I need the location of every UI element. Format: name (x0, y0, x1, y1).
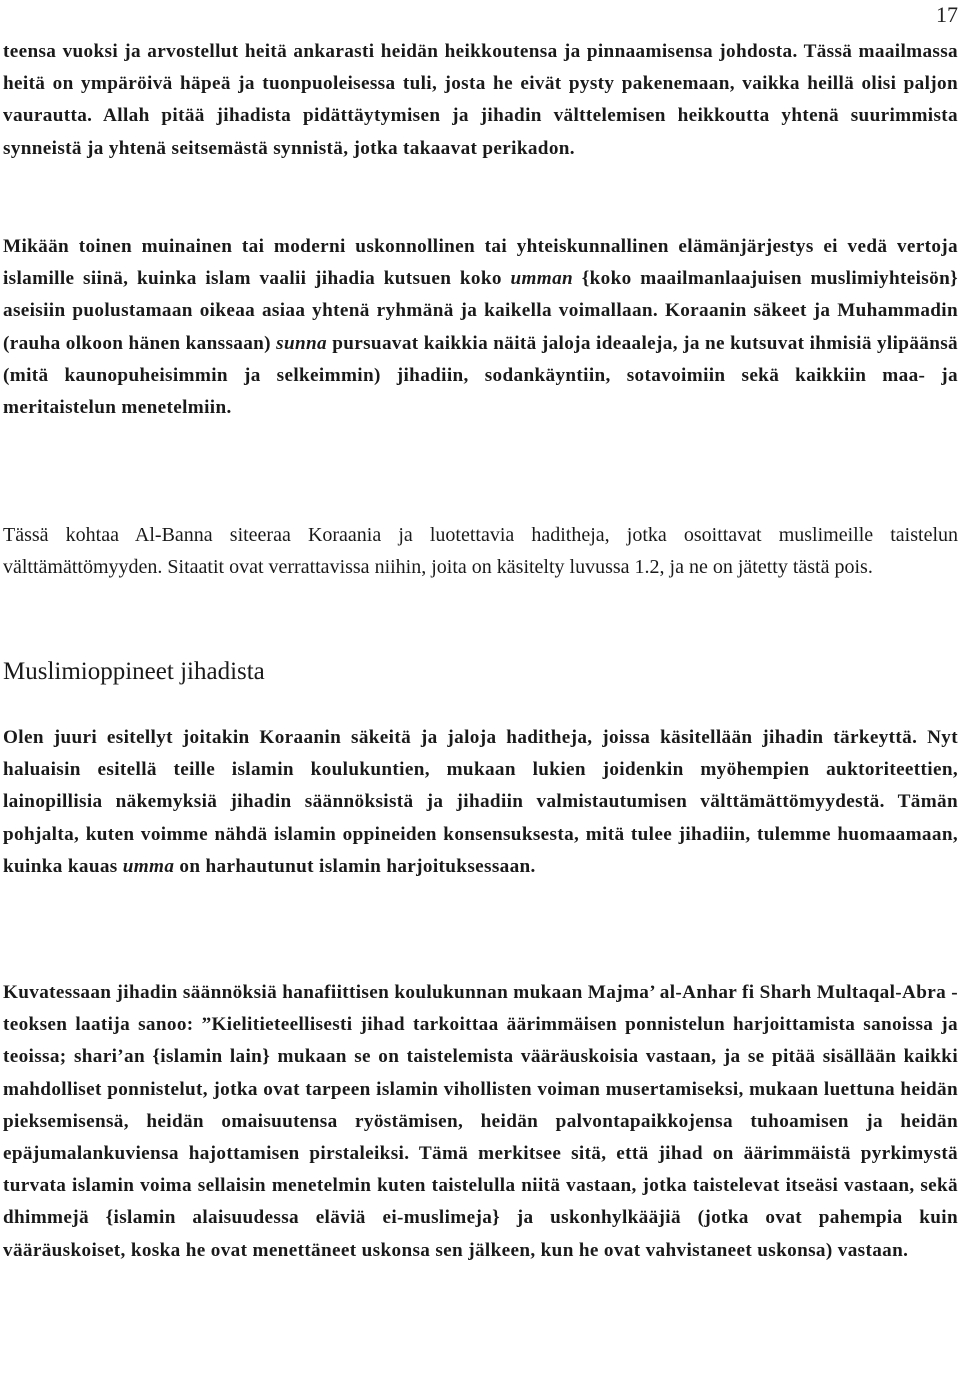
paragraph-2-text-a: Mikään toinen muinainen tai moderni uskonnollinen tai yhteiskunnallinen elämänjärjestys ei vedä vertoja islamille siinä, kuinka islam vaalii jihadia kutsuen koko (3, 236, 958, 290)
paragraph-2-text-b: {koko maailmanlaajuisen muslimiyhteisön} aseisiin puolustamaan oikeaa asiaa yhtenä ryhmänä ja kaikella voimallaan. Koraanin säkeet ja Muhammadin (rauha olkoon hänen kanssaan) (3, 268, 958, 354)
term-sunna: sunna (276, 332, 327, 354)
paragraph-4-text-b: on harhautunut islamin harjoituksessaan. (174, 855, 536, 877)
paragraph-3: Tässä kohtaa Al-Banna siteeraa Koraania ja luotettavia haditheja, jotka osoittavat muslimeille taistelun välttämättömyyden. Sitaatit ovat verrattavissa niihin, joita on käsitelty luvussa 1.2, ja ne on jätetty tästä pois. (3, 524, 958, 578)
page-number: 17 (936, 2, 958, 27)
paragraph-2-text-c: pursuavat kaikkia näitä jaloja ideaaleja, ja ne kutsuvat ihmisiä ylipäänsä (mitä kaunopuheisimmin ja selkeimmin) jihadiin, sodankäyntiin, sotavoimiin sekä kaikkiin maa- ja meritaistelun menetelmiin. (3, 332, 958, 419)
paragraph-2 (3, 231, 958, 424)
paragraph-1: teensa vuoksi ja arvostellut heitä ankarasti heidän heikkoutensa ja pinnaamisensa johdosta. Tässä maailmassa heitä on ympäröivä häpeä ja tuonpuoleisessa tuli, josta he eivät pysty pakenemaan, vaikka heillä olisi paljon vaurautta. Allah pitää jihadista pidättäytymisen ja jihadin välttelemisen heikkoutta yhtenä suurimmista synneistä ja yhtenä seitsemästä synnistä, jotka takaavat perikadon. (3, 41, 958, 159)
section-heading: Muslimioppineet jihadista (3, 658, 265, 685)
paragraph-4-text-a: Olen juuri esitellyt joitakin Koraanin säkeitä ja jaloja haditheja, joissa käsitellään jihadin tärkeyttä. Nyt haluaisin esitellä teille islamin koulukuntien, mukaan lukien joidenkin myöhempien auktoriteettien, lainopillisia näkemyksiä jihadin säännöksistä ja jihadiin valmistautumisen välttämättömyydestä. Tämän pohjalta, kuten voimme nähdä islamin oppineiden konsensuksesta, mitä tulee jihadiin, tulemme huomaamaan, kuinka kauas (3, 727, 958, 877)
paragraph-5: Kuvatessaan jihadin säännöksiä hanafiittisen koulukunnan mukaan Majma’ al-Anhar fi Sharh Multaqal-Abra -teoksen laatija sanoo: ”Kielitieteellisesti jihad tarkoittaa äärimmäisen ponnistelun harjoittamista sanoissa ja teoissa; shari’an {islamin lain} mukaan se on taistelemista vääräuskoisia vastaan, ja se pitää sisällään kaikki mahdolliset ponnistelut, jotka ovat tarpeen islamin vihollisten voiman musertamiseksi, mukaan luettuna heidän pieksemisensä, heidän omaisuutensa ryöstämisen, heidän palvontapaikkojensa tuhoamisen ja heidän epäjumalankuviensa hajottamisen pirstaleiksi. Tämä merkitsee sitä, että jihad on äärimmäistä pyrkimystä turvata islamin voima sellaisin menetelmin kuten taistelulla niitä vastaan, jotka taistelevat itseäsi vastaan, sekä dhimmejä {islamin alaisuudessa eläviä ei-muslimeja} ja uskonhylkääjiä (jotka ovat pahempia kuin vääräuskoiset, koska he ovat menettäneet uskonsa sen jälkeen, kun he ovat vahvistaneet uskonsa) vastaan. (3, 982, 958, 1261)
term-umman: umman (510, 268, 574, 290)
paragraph-4 (3, 722, 958, 883)
term-umma: umma (122, 855, 175, 877)
